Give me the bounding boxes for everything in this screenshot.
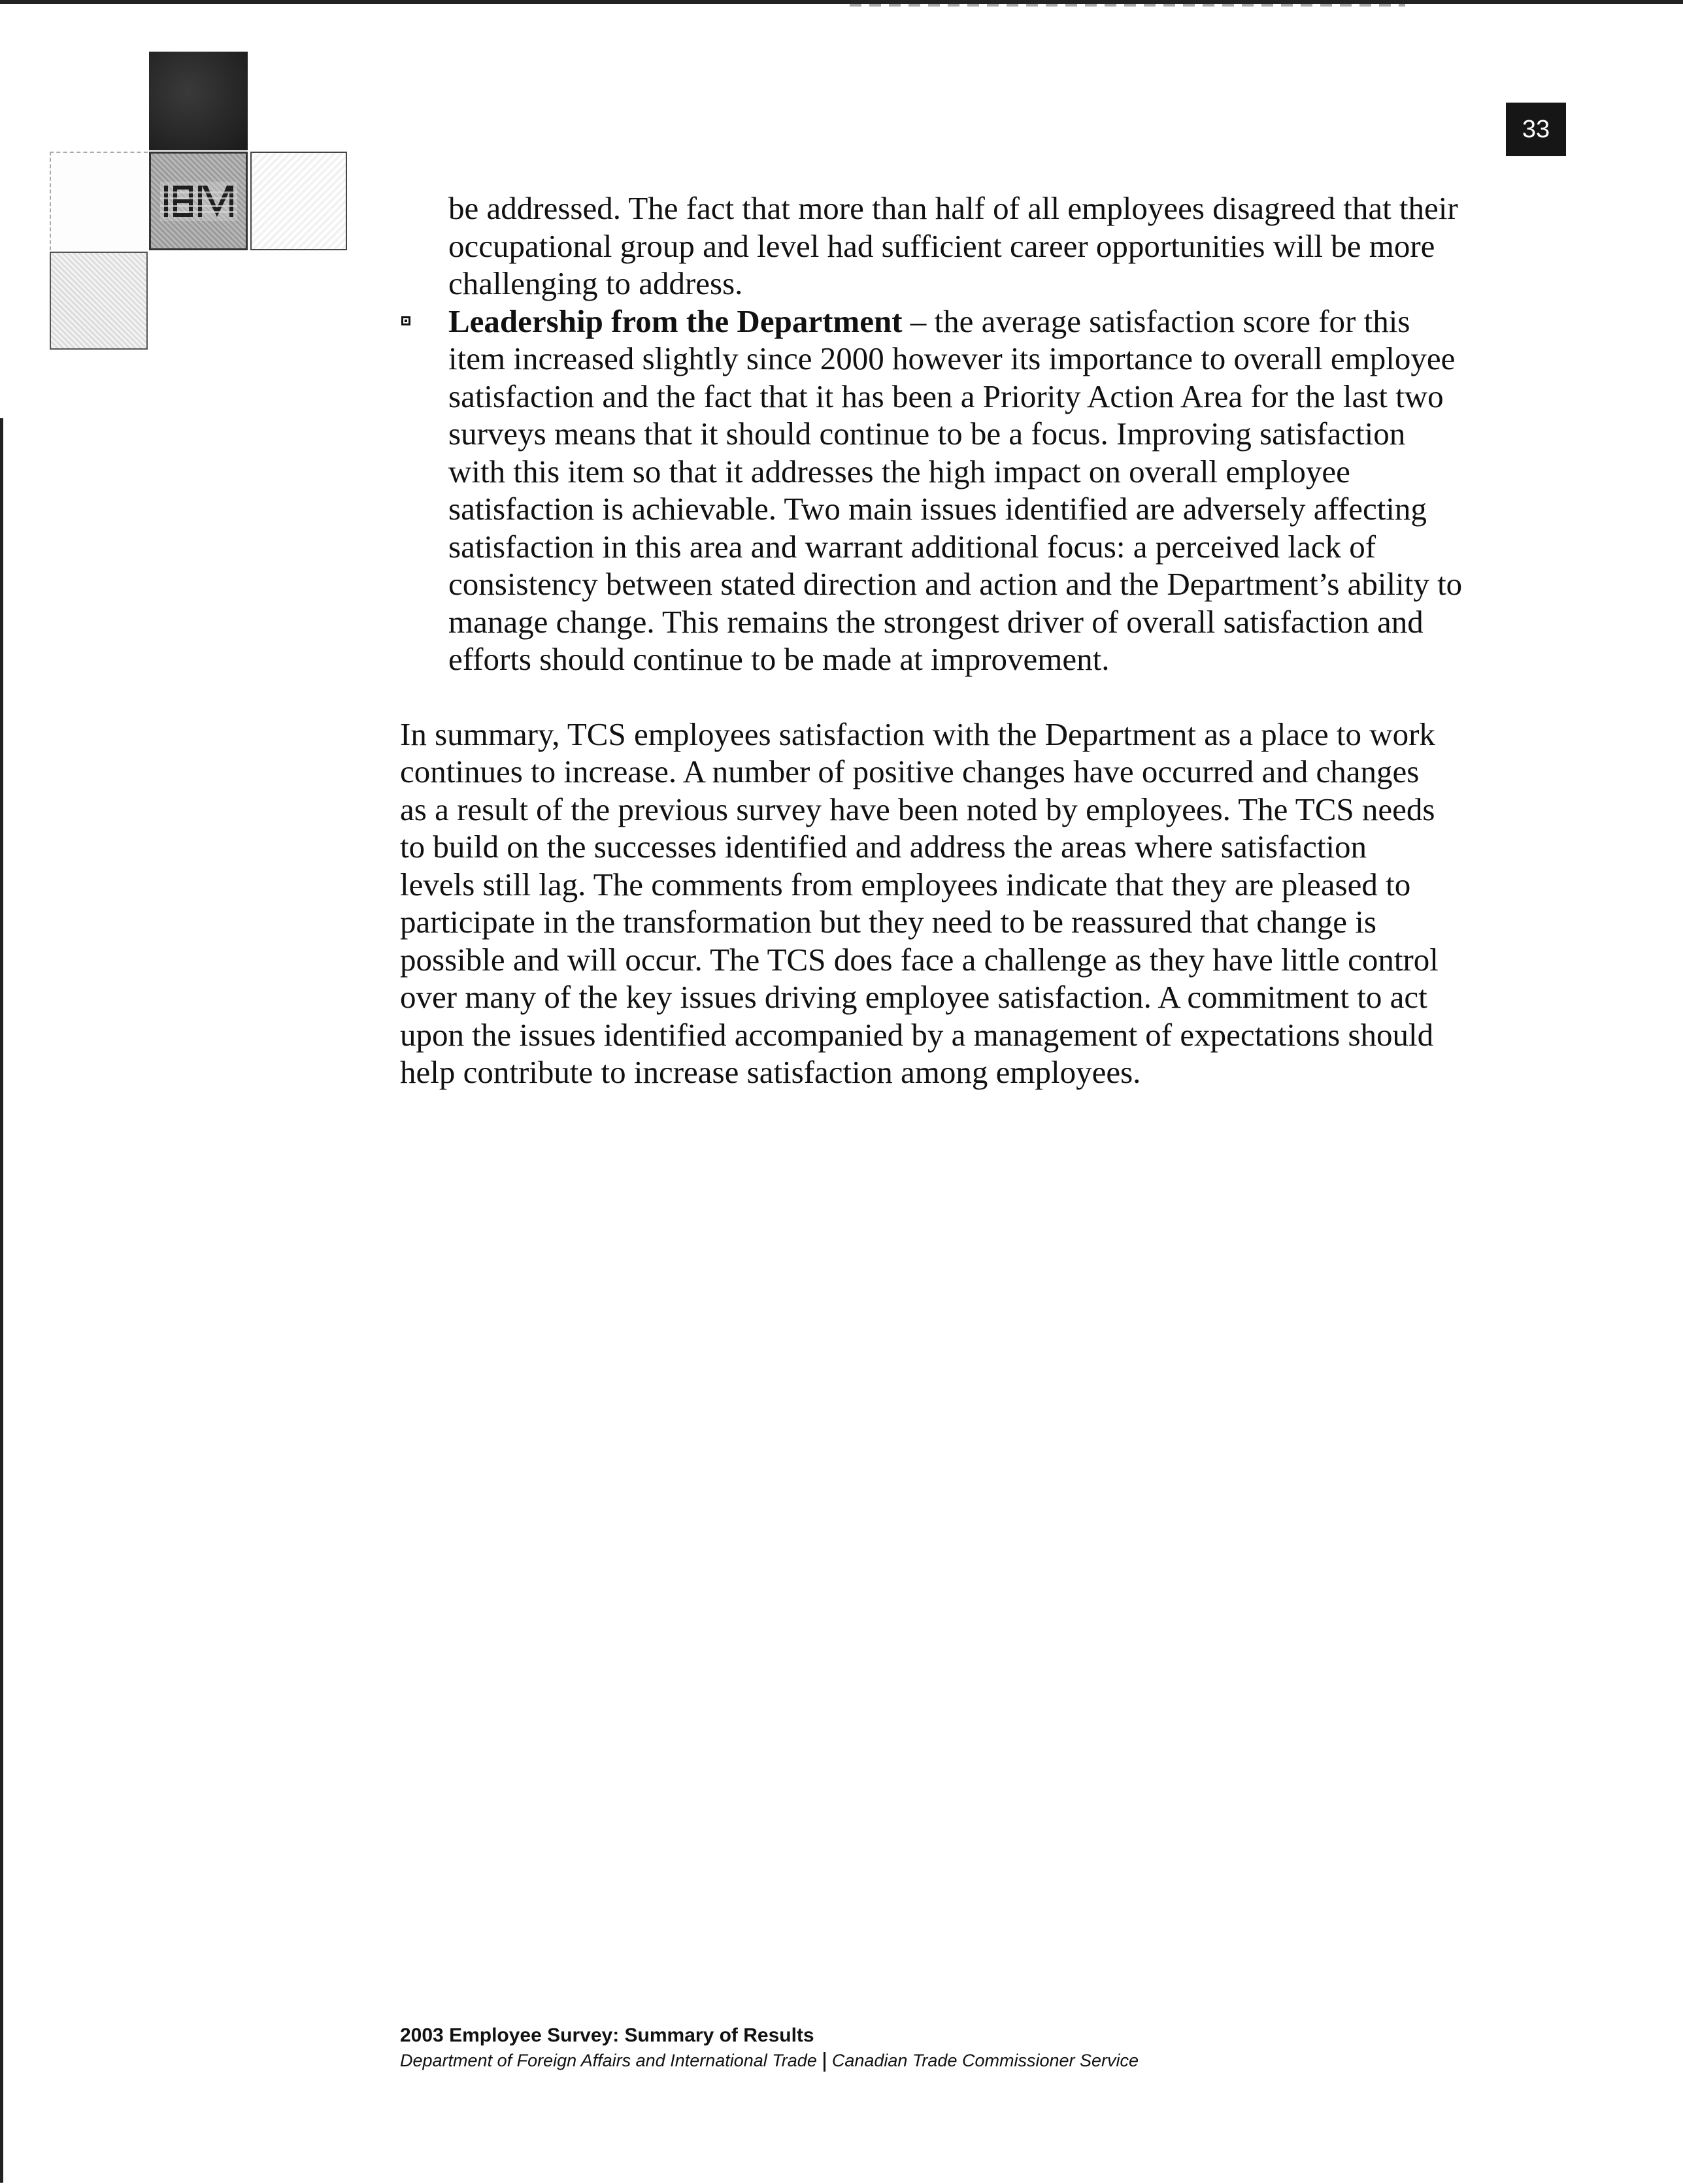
ibm-logo-tile xyxy=(149,152,248,250)
summary-paragraph: In summary, TCS employees satisfaction with the Department as a place to work continues to increase. A number of positive changes have occurred and changes as a result of the previous survey have been noted by employees. The TCS needs to build on the successes identified and address the areas where satisfaction levels still lag. The comments from employees indicate that they are pleased to participate in the transformation but they need to be reassured that change is possible and will occur. The TCS does face a challenge as they have little control over many of the key issues driving employee satisfaction. A commitment to act upon the issues identified accompanied by a management of expectations should help contribute to increase satisfaction among employees. xyxy=(400,716,1439,1090)
ibm-logo-icon xyxy=(160,182,237,221)
footer-separator xyxy=(824,2052,825,2072)
left-border-rule xyxy=(0,418,3,2183)
bullet-text: – the average satisfaction score for this item increased slightly since 2000 however its importance to overall employee satisfaction and the fact that it has been a Priority Action Area for the last two surveys means that it should continue to be a focus. Improving satisfaction with this item so that it addresses the high impact on overall employee satisfaction is achievable. Two main issues identified are adversely affecting satisfaction in this area and warrant additional focus: a perceived lack of consistency between stated direction and action and the Department’s ability to manage change. This remains the strongest driver of overall satisfaction and efforts should continue to be made at improvement. xyxy=(448,303,1463,677)
page-number: 33 xyxy=(1522,115,1550,143)
continued-paragraph: be addressed. The fact that more than half of all employees disagreed that their occupational group and level had sufficient career opportunities will be more challenging to address. xyxy=(448,190,1458,301)
bullet-heading: Leadership from the Department xyxy=(448,303,903,339)
logo-light-left-tile xyxy=(50,152,148,250)
bullet-item-leadership xyxy=(400,303,1468,678)
page-footer xyxy=(400,2023,1139,2073)
top-border-rule xyxy=(0,0,1683,4)
square-bullet-icon xyxy=(401,316,410,325)
page-number-badge xyxy=(1506,103,1566,156)
logo-light-right-tile xyxy=(250,152,347,250)
logo-dark-tile xyxy=(149,52,248,150)
logo-bottom-tile xyxy=(50,252,148,350)
footer-subtitle xyxy=(400,2048,1139,2073)
footer-title: 2003 Employee Survey: Summary of Results xyxy=(400,2025,814,2046)
footer-department: Department of Foreign Affairs and International Trade xyxy=(400,2051,817,2070)
footer-service: Canadian Trade Commissioner Service xyxy=(831,2051,1139,2070)
document-body xyxy=(400,190,1511,1091)
top-scan-artifact xyxy=(850,4,1405,7)
